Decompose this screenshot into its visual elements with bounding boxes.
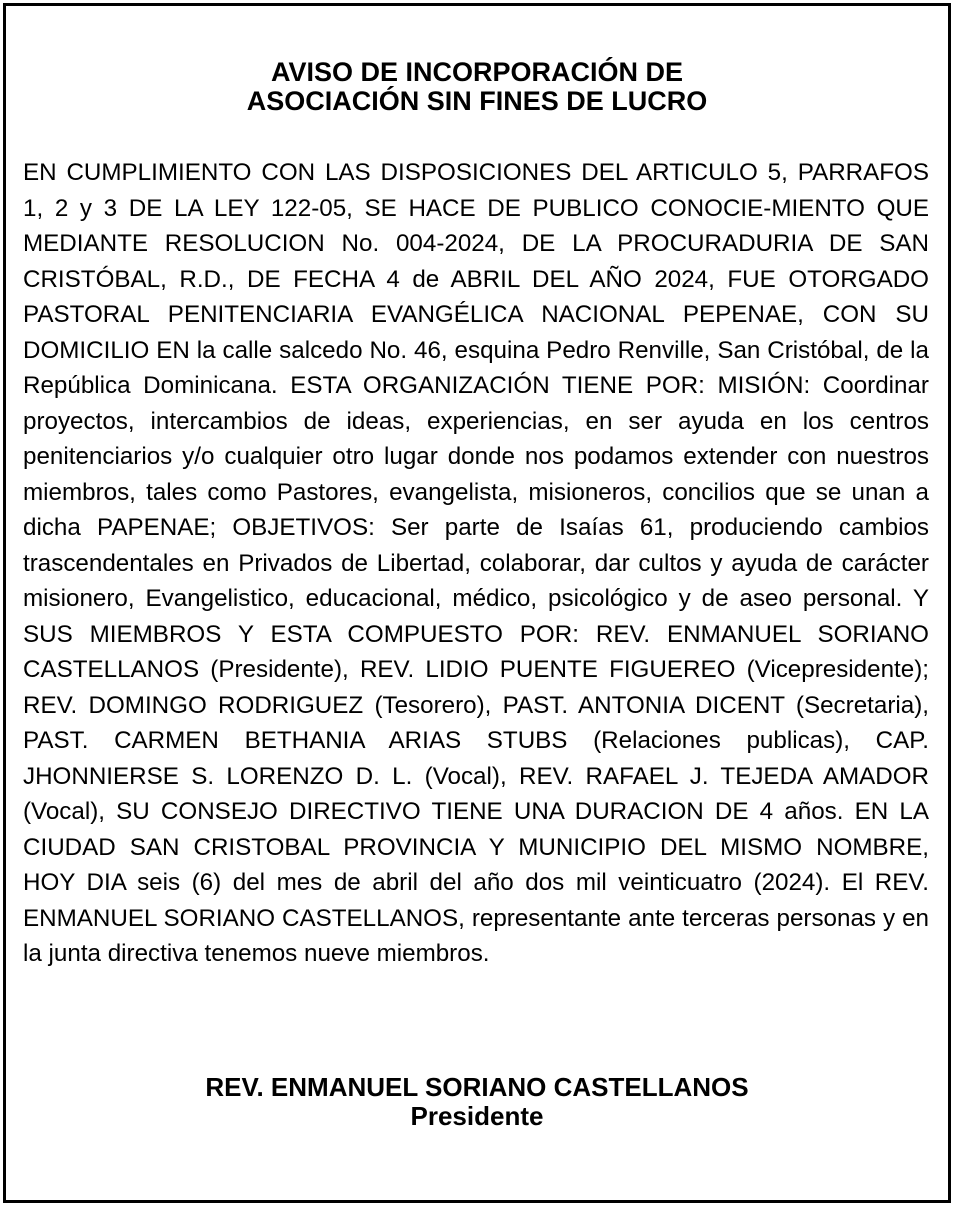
- title-line-2: ASOCIACIÓN SIN FINES DE LUCRO: [246, 86, 708, 116]
- signature-name: REV. ENMANUEL SORIANO CASTELLANOS: [205, 1072, 749, 1102]
- notice-title: [6, 58, 948, 116]
- notice-frame: [3, 3, 951, 1203]
- title-line-1: AVISO DE INCORPORACIÓN DE: [270, 57, 684, 87]
- notice-body: EN CUMPLIMIENTO CON LAS DISPOSICIONES DEL ARTICULO 5, PARRAFOS 1, 2 y 3 DE LA LEY 122-05, SE HACE DE PUBLICO CONOCIE-MIENTO QUE MEDIANTE RESOLUCION No. 004-2024, DE LA PROCURADURIA DE SAN CRISTÓBAL, R.D., DE FECHA 4 de ABRIL DEL AÑO 2024, FUE OTORGADO PASTORAL PENITENCIARIA EVANGÉLICA NACIONAL PEPENAE, CON SU DOMICILIO EN la calle salcedo No. 46, esquina Pedro Renville, San Cristóbal, de la República Dominicana. ESTA ORGANIZACIÓN TIENE POR: MISIÓN: Coordinar proyectos, intercambios de ideas, experiencias, en ser ayuda en los centros penitenciarios y/o cualquier otro lugar donde nos podamos extender con nuestros miembros, tales como Pastores, evangelista, misioneros, concilios que se unan a dicha PAPENAE; OBJETIVOS: Ser parte de Isaías 61, produciendo cambios trascendentales en Privados de Libertad, colaborar, dar cultos y ayuda de carácter misionero, Evangelistico, educacional, médico, psicológico y de aseo personal. Y SUS MIEMBROS Y ESTA COMPUESTO POR: REV. ENMANUEL SORIANO CASTELLANOS (Presidente), REV. LIDIO PUENTE FIGUEREO (Vicepresidente); REV. DOMINGO RODRIGUEZ (Tesorero), PAST. ANTONIA DICENT (Secretaria), PAST. CARMEN BETHANIA ARIAS STUBS (Relaciones publicas), CAP. JHONNIERSE S. LORENZO D. L. (Vocal), REV. RAFAEL J. TEJEDA AMADOR (Vocal), SU CONSEJO DIRECTIVO TIENE UNA DURACION DE 4 años. EN LA CIUDAD SAN CRISTOBAL PROVINCIA Y MUNICIPIO DEL MISMO NOMBRE, HOY DIA seis (6) del mes de abril del año dos mil veinticuatro (2024). El REV. ENMANUEL SORIANO CASTELLANOS, representante ante terceras personas y en la junta directiva tenemos nueve miembros.: [23, 159, 929, 967]
- signature-block: [6, 1073, 948, 1131]
- signature-role: Presidente: [410, 1101, 544, 1131]
